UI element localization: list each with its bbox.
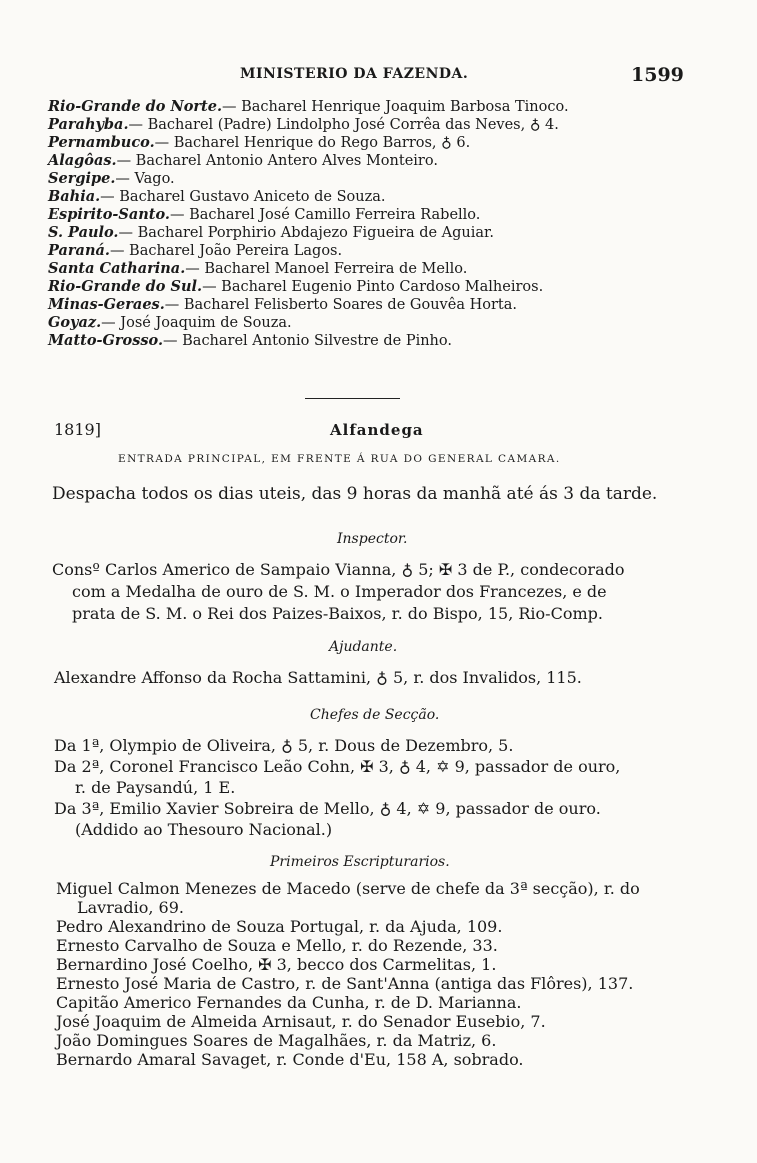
chefe-line: Da 2ª, Coronel Francisco Leão Cohn, ✠ 3, ♁ 4, ✡ 9, passador de ouro, bbox=[54, 757, 621, 776]
chefes-heading: Chefes de Secção. bbox=[310, 707, 440, 723]
chefe-line: Da 3ª, Emilio Xavier Sobreira de Mello, ♁ 4, ✡ 9, passador de ouro. bbox=[54, 799, 601, 818]
inspector-line: com a Medalha de ouro de S. M. o Imperador dos Francezes, e de bbox=[72, 582, 607, 601]
province-list bbox=[48, 98, 688, 350]
escripturario-line: José Joaquim de Almeida Arnisaut, r. do Senador Eusebio, 7. bbox=[56, 1012, 546, 1031]
escripturario-line: Bernardo Amaral Savaget, r. Conde d'Eu, 158 A, sobrado. bbox=[56, 1050, 524, 1069]
list-item: Parahyba.— Bacharel (Padre) Lindolpho José Corrêa das Neves, ♁ 4. bbox=[48, 116, 559, 133]
escripturario-line: Pedro Alexandrino de Souza Portugal, r. da Ajuda, 109. bbox=[56, 917, 503, 936]
list-item: Alagôas.— Bacharel Antonio Antero Alves Monteiro. bbox=[48, 152, 438, 169]
escripturario-line: Ernesto José Maria de Castro, r. de Sant'Anna (antiga das Flôres), 137. bbox=[56, 974, 634, 993]
section-title: Alfandega bbox=[330, 421, 424, 439]
inspector-line: Consº Carlos Americo de Sampaio Vianna, ♁ 5; ✠ 3 de P., condecorado bbox=[52, 560, 625, 579]
list-item: Rio-Grande do Sul.— Bacharel Eugenio Pinto Cardoso Malheiros. bbox=[48, 278, 544, 295]
escripturario-line: Bernardino José Coelho, ✠ 3, becco dos Carmelitas, 1. bbox=[56, 955, 497, 974]
escripturario-line: Ernesto Carvalho de Souza e Mello, r. do Rezende, 33. bbox=[56, 936, 498, 955]
list-item: Santa Catharina.— Bacharel Manoel Ferreira de Mello. bbox=[48, 260, 468, 277]
list-item: S. Paulo.— Bacharel Porphirio Abdajezo Figueira de Aguiar. bbox=[48, 224, 495, 241]
page-header bbox=[0, 66, 757, 90]
chefe-line: Da 1ª, Olympio de Oliveira, ♁ 5, r. Dous de Dezembro, 5. bbox=[54, 736, 514, 755]
list-item: Minas-Geraes.— Bacharel Felisberto Soares de Gouvêa Horta. bbox=[48, 296, 517, 313]
chefe-line: (Addido ao Thesouro Nacional.) bbox=[75, 820, 333, 839]
list-item: Sergipe.— Vago. bbox=[48, 170, 175, 187]
inspector-line: prata de S. M. o Rei dos Paizes-Baixos, r. do Bispo, 15, Rio-Comp. bbox=[72, 604, 603, 623]
office-hours: Despacha todos os dias uteis, das 9 horas da manhã até ás 3 da tarde. bbox=[52, 484, 658, 504]
list-item: Goyaz.— José Joaquim de Souza. bbox=[48, 314, 292, 331]
chefe-line: r. de Paysandú, 1 E. bbox=[75, 778, 236, 797]
list-item: Rio-Grande do Norte.— Bacharel Henrique Joaquim Barbosa Tinoco. bbox=[48, 98, 569, 115]
page-number: 1599 bbox=[631, 64, 684, 86]
list-item: Matto-Grosso.— Bacharel Antonio Silvestre de Pinho. bbox=[48, 332, 452, 349]
ajudante-heading: Ajudante. bbox=[329, 639, 398, 655]
escripturario-line: João Domingues Soares de Magalhães, r. da Matriz, 6. bbox=[56, 1031, 497, 1050]
list-item: Pernambuco.— Bacharel Henrique do Rego Barros, ♁ 6. bbox=[48, 134, 471, 151]
ajudante-line: Alexandre Affonso da Rocha Sattamini, ♁ 5, r. dos Invalidos, 115. bbox=[54, 668, 582, 687]
section-number: 1819] bbox=[54, 420, 101, 439]
list-item: Bahia.— Bacharel Gustavo Aniceto de Souza. bbox=[48, 188, 386, 205]
running-title: MINISTERIO DA FAZENDA. bbox=[240, 66, 469, 82]
escripturarios-heading: Primeiros Escripturarios. bbox=[270, 854, 450, 870]
inspector-heading: Inspector. bbox=[337, 531, 408, 547]
section-divider bbox=[305, 398, 400, 399]
escripturario-line: Capitão Americo Fernandes da Cunha, r. de D. Marianna. bbox=[56, 993, 522, 1012]
section-address: ENTRADA PRINCIPAL, EM FRENTE Á RUA DO GENERAL CAMARA. bbox=[118, 453, 561, 465]
list-item: Paraná.— Bacharel João Pereira Lagos. bbox=[48, 242, 343, 259]
escripturario-line: Miguel Calmon Menezes de Macedo (serve de chefe da 3ª secção), r. do bbox=[56, 879, 640, 898]
escripturario-line: Lavradio, 69. bbox=[77, 898, 184, 917]
list-item: Espirito-Santo.— Bacharel José Camillo Ferreira Rabello. bbox=[48, 206, 481, 223]
